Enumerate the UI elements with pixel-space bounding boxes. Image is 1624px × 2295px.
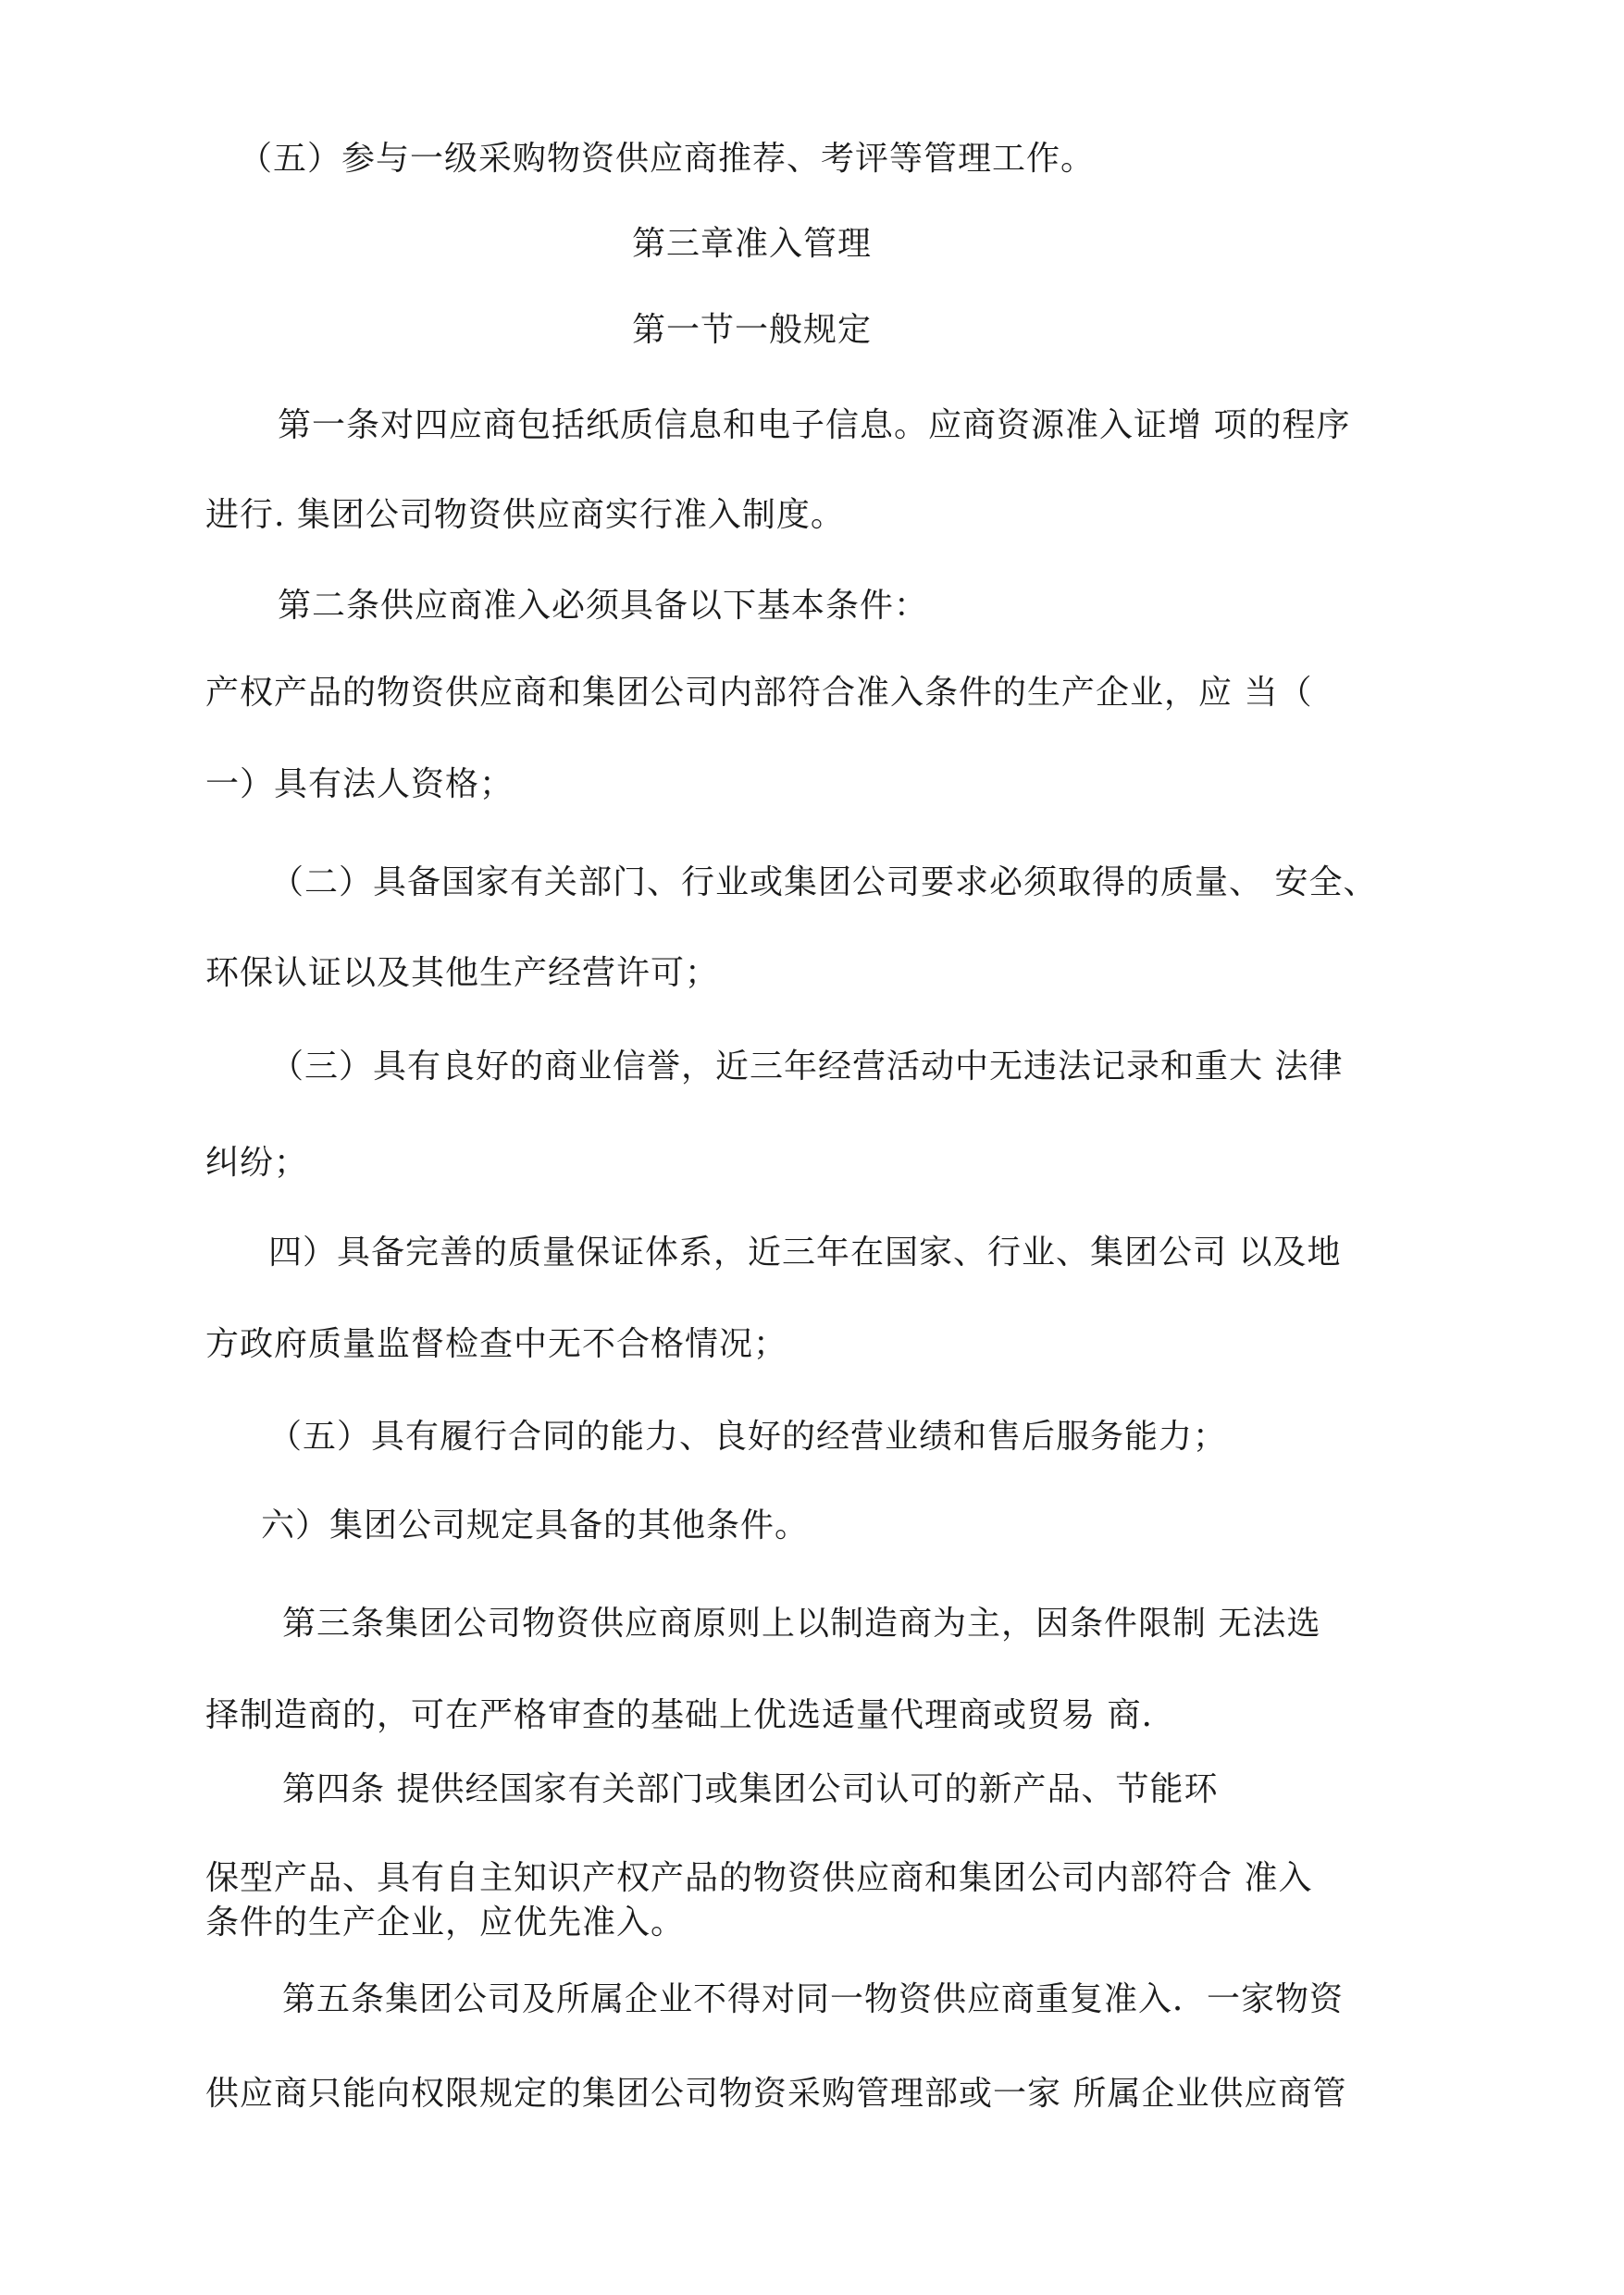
paragraph-line: 纠纷；	[205, 1144, 309, 1182]
paragraph-line: 第五条集团公司及所属企业不得对同一物资供应商重复准入．一家物资	[282, 1980, 1345, 2018]
paragraph-line: 条件的生产企业，应优先准入。	[205, 1904, 686, 1941]
paragraph-line: 四）具备完善的质量保证体系，近三年在国家、行业、集团公司 以及地	[268, 1234, 1342, 1272]
section-heading: 第一节一般规定	[631, 311, 872, 349]
paragraph-line: 供应商只能向权限规定的集团公司物资采购管理部或一家 所属企业供应商管	[205, 2075, 1347, 2113]
paragraph-line: 择制造商的，可在严格审查的基础上优选适量代理商或贸易 商.	[205, 1696, 1153, 1734]
paragraph-line: 第二条供应商准入必须具备以下基本条件：	[278, 587, 929, 625]
paragraph-line: 六）集团公司规定具备的其他条件。	[261, 1507, 810, 1544]
paragraph-line: （五）参与一级采购物资供应商推荐、考评等管理工作。	[239, 140, 1096, 178]
paragraph-line: 产权产品的物资供应商和集团公司内部符合准入条件的生产企业，应 当（	[205, 674, 1313, 712]
paragraph-line: 第一条对四应商包括纸质信息和电子信息。应商资源准入证增 项的程序	[278, 406, 1351, 444]
paragraph-line: （三）具有良好的商业信誉，近三年经营活动中无违法记录和重大 法律	[270, 1048, 1344, 1085]
paragraph-line: 环保认证以及其他生产经营许可；	[205, 954, 720, 992]
paragraph-line: 第三条集团公司物资供应商原则上以制造商为主，因条件限制 无法选	[282, 1605, 1321, 1643]
paragraph-line: （二）具备国家有关部门、行业或集团公司要求必须取得的质量、 安全、	[270, 863, 1378, 901]
paragraph-line: 进行. 集团公司物资供应商实行准入制度。	[205, 496, 845, 534]
paragraph-line: 一）具有法人资格；	[205, 765, 514, 803]
paragraph-line: 保型产品、具有自主知识产权产品的物资供应商和集团公司内部符合 准入	[205, 1859, 1313, 1897]
chapter-heading: 第三章准入管理	[631, 225, 872, 263]
paragraph-line: （五）具有履行合同的能力、良好的经营业绩和售后服务能力；	[268, 1418, 1228, 1456]
paragraph-line: 方政府质量监督检查中无不合格情况；	[205, 1325, 788, 1363]
paragraph-line: 第四条 提供经国家有关部门或集团公司认可的新产品、节能环	[282, 1770, 1219, 1808]
